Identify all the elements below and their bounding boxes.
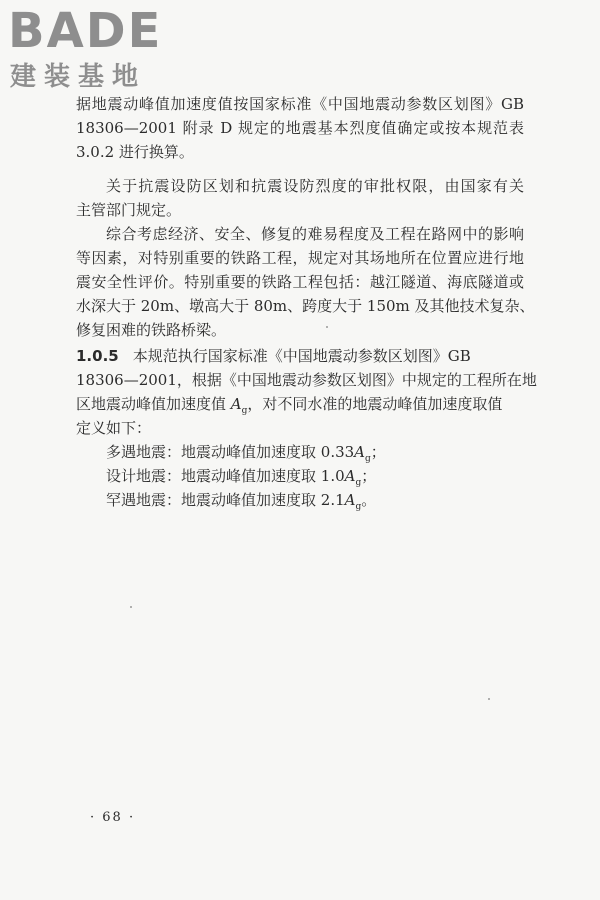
text-line: 18306—2001 附录 D 规定的地震基本烈度值确定或按本规范表 [76,119,524,137]
item-end: ； [361,467,377,485]
text-line [76,392,524,416]
text-line: 18306—2001，根据《中国地震动参数区划图》中规定的工程所在地 [76,371,537,389]
symbol-a: A [354,443,366,461]
text-line: 关于抗震设防区划和抗震设防烈度的审批权限，由国家有关 [106,177,524,195]
scan-speck [326,326,328,328]
text-line: 据地震动峰值加速度值按国家标准《中国地震动参数区划图》GB [76,95,524,113]
page-number: · 68 · [90,810,136,825]
text-line: 定义如下： [76,419,152,437]
item-end: ； [370,443,386,461]
symbol-a: A [344,467,356,485]
definition-item-rare [76,488,524,512]
text-segment: 区地震动峰值加速度值 [76,395,227,413]
text-line: 综合考虑经济、安全、修复的难易程度及工程在路网中的影响 [106,225,524,243]
text-line: 修复困难的铁路桥梁。 [76,321,227,339]
bade-logo [8,4,188,94]
definition-list [76,440,524,512]
item-text: 多遇地震：地震动峰值加速度取 0.33 [106,443,355,461]
item-text: 罕遇地震：地震动峰值加速度取 2.1 [106,491,345,509]
scan-speck [488,698,490,700]
text-segment: ，对不同水准的地震动峰值加速度取值 [247,395,503,413]
symbol-a: A [230,395,242,413]
symbol-a: A [344,491,356,509]
symbol-subscript: g [355,502,362,512]
symbol-subscript: g [365,454,371,464]
text-line: 水深大于 20m、墩高大于 80m、跨度大于 150m 及其他技术复杂、 [76,297,535,315]
text-line: 震安全性评价。特别重要的铁路工程包括：越江隧道、海底隧道或 [76,273,524,291]
symbol-subscript: g [355,478,362,488]
item-text: 设计地震：地震动峰值加速度取 1.0 [106,467,345,485]
logo-wordmark: BADE [8,3,163,59]
paragraph-2 [76,174,524,222]
text-line: 主管部门规定。 [76,201,182,219]
section-first-line [76,344,524,368]
section-1-0-5 [76,344,537,440]
definition-item-design [76,464,524,488]
text-line: 等因素，对特别重要的铁路工程，规定对其场地所在位置应进行地 [76,249,524,267]
paragraph-1 [76,92,524,164]
text-segment: 本规范执行国家标准《中国地震动参数区划图》GB [132,347,471,365]
definition-item-frequent [76,440,524,464]
item-end: 。 [361,491,377,509]
symbol-subscript: g [241,406,248,416]
text-line: 3.0.2 进行换算。 [76,143,194,161]
section-number: 1.0.5 [76,347,119,365]
scan-speck [130,606,132,608]
paragraph-3 [76,222,535,342]
logo-subtitle: 建装基地 [10,62,147,92]
